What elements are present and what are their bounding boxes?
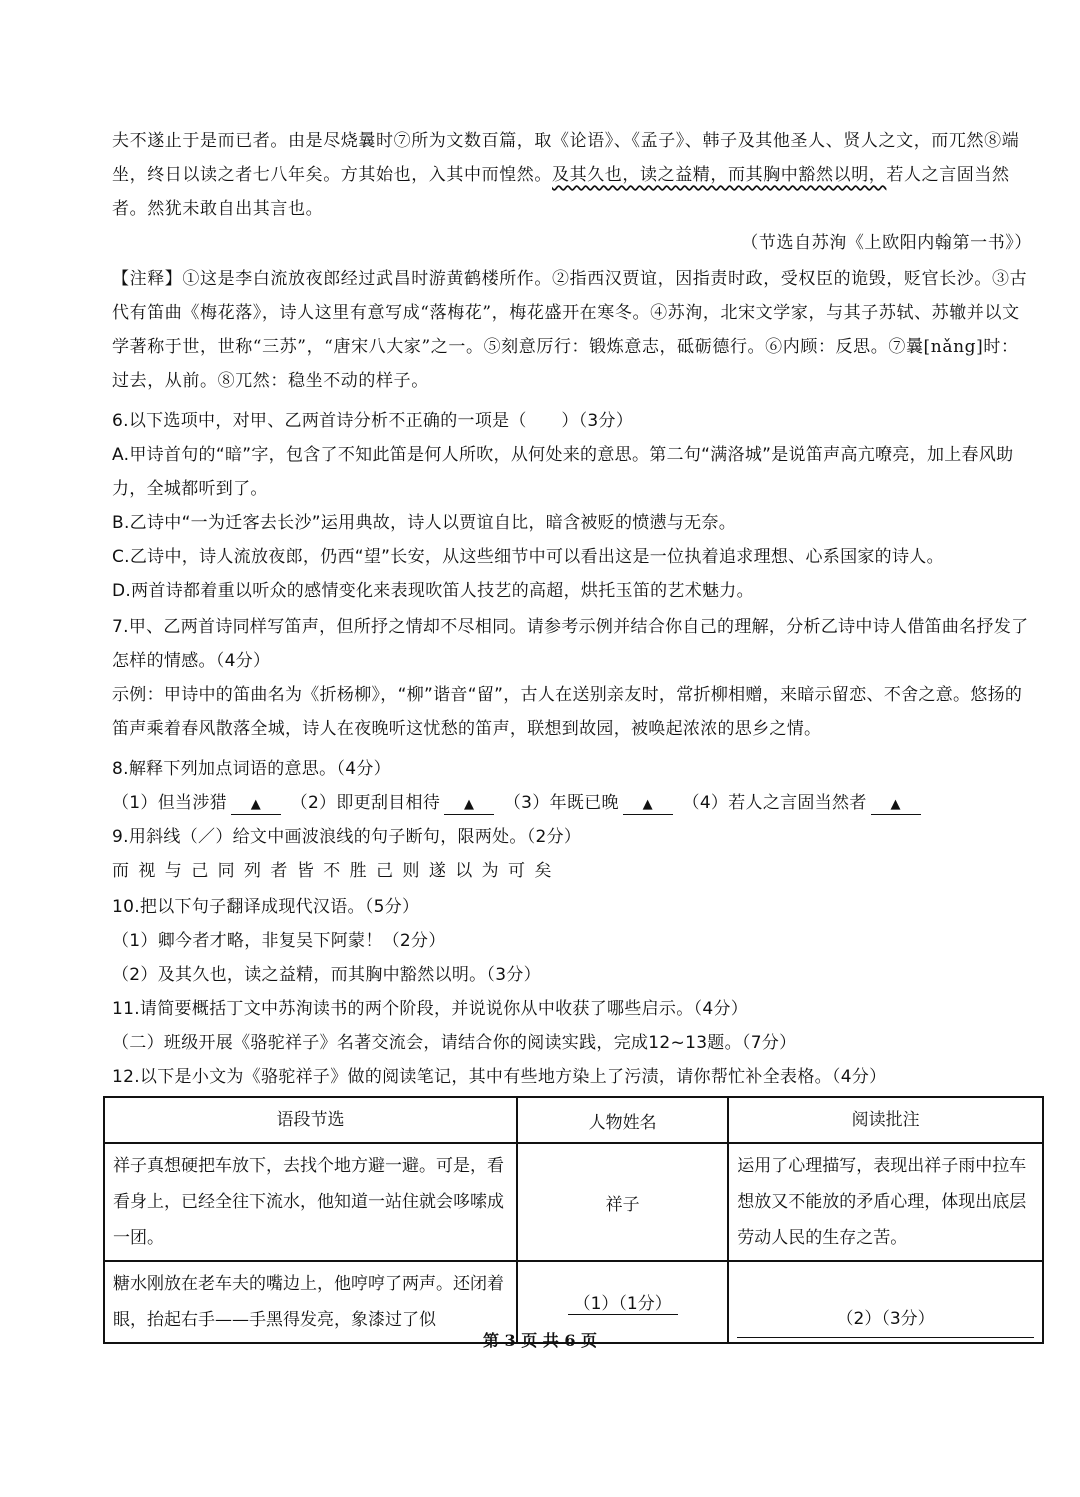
name-answer-blank[interactable]: （1）（1分）: [568, 1289, 678, 1315]
answer-blank-3[interactable]: ▲: [623, 796, 673, 815]
q8-item-1: （1）但当涉猎: [112, 793, 227, 813]
passage-text-2: 若人之言固当然者。然犹未敢自出其言也。: [112, 165, 1010, 219]
option-a: A.甲诗首句的“暗”字，包含了不知此笛是何人所吹，从何处来的意思。第二句“满洛城”是说笛声高亢嘹亮，加上春风助力，全城都听到了。: [112, 445, 1014, 499]
q8-item-2: （2）即更刮目相待: [290, 793, 441, 813]
question-9: [112, 820, 1037, 888]
header-excerpt: 语段节选: [104, 1097, 517, 1143]
reading-notes-table: [103, 1096, 1044, 1344]
option-d: D.两首诗都着重以听众的感情变化来表现吹笛人技艺的高超，烘托玉笛的艺术魅力。: [112, 581, 754, 601]
classical-passage: [112, 124, 1032, 226]
option-b: B.乙诗中“一为迁客去长沙”运用典故，诗人以贾谊自比，暗含被贬的愤懑与无奈。: [112, 513, 737, 533]
table-row: [104, 1143, 1043, 1261]
question-12: 12.以下是小文为《骆驼祥子》做的阅读笔记，其中有些地方染上了污渍，请你帮忙补全表格。（4分）: [112, 1067, 887, 1087]
question-9-sentence: 而 视 与 己 同 列 者 皆 不 胜 己 则 遂 以 为 可 矣: [112, 861, 554, 881]
header-name: 人物姓名: [517, 1097, 728, 1143]
question-7-stem: 7.甲、乙两首诗同样写笛声，但所抒之情却不尽相同。请参考示例并结合你自己的理解，分析乙诗中诗人借笛曲名抒发了怎样的情感。（4分）: [112, 617, 1029, 671]
answer-blank-2[interactable]: ▲: [444, 796, 494, 815]
name-cell: 祥子: [517, 1143, 728, 1261]
question-6-stem: 6.以下选项中，对甲、乙两首诗分析不正确的一项是（ ）（3分）: [112, 411, 634, 431]
answer-blank-4[interactable]: ▲: [871, 796, 921, 815]
option-c: C.乙诗中，诗人流放夜郎，仍西“望”长安，从这些细节中可以看出这是一位执着追求理想、心系国家的诗人。: [112, 547, 944, 567]
q8-item-3: （3）年既已晚: [503, 793, 619, 813]
q8-item-4: （4）若人之言固当然者: [682, 793, 867, 813]
question-10-s2: （2）及其久也，读之益精，而其胸中豁然以明。（3分）: [112, 965, 541, 985]
question-8-items: [112, 786, 1037, 820]
question-11: 11.请简要概括丁文中苏洵读书的两个阶段，并说说你从中收获了哪些启示。（4分）: [112, 999, 749, 1019]
section-two-heading: （二）班级开展《骆驼祥子》名著交流会，请结合你的阅读实践，完成12~13题。（7分）: [112, 1033, 797, 1053]
header-note: 阅读批注: [728, 1097, 1043, 1143]
wavy-underlined-sentence: 及其久也，读之益精，而其胸中豁然以明，: [552, 165, 887, 185]
note-answer-blank[interactable]: （2）（3分）: [737, 1301, 1034, 1338]
table-header-row: [104, 1097, 1043, 1143]
note-cell: 运用了心理描写，表现出祥子雨中拉车想放又不能放的矛盾心理，体现出底层劳动人民的生存之苦。: [728, 1143, 1043, 1261]
question-10: [112, 890, 1037, 992]
page-footer: 第 3 页 共 6 页: [482, 1331, 598, 1350]
question-10-s1: （1）卿今者才略，非复吴下阿蒙！（2分）: [112, 931, 446, 951]
question-8-stem: 8.解释下列加点词语的意思。（4分）: [112, 759, 391, 779]
passage-text-1: 夫不遂止于是而已者。由是尽烧曩时⑦所为文数百篇，取《论语》、《孟子》、韩子及其他圣人、贤人之文，而兀然⑧端坐，终日以读之者七八年矣。方其始也，入其中而惶然。: [112, 131, 1020, 185]
question-8: [112, 752, 1037, 820]
answer-blank-1[interactable]: ▲: [231, 796, 281, 815]
question-9-stem: 9.用斜线（／）给文中画波浪线的句子断句，限两处。（2分）: [112, 827, 582, 847]
passage-source: （节选自苏洵《上欧阳内翰第一书》）: [741, 233, 1032, 253]
question-10-stem: 10.把以下句子翻译成现代汉语。（5分）: [112, 897, 420, 917]
question-6: [112, 404, 1037, 608]
question-7-example: 示例：甲诗中的笛曲名为《折杨柳》，“柳”谐音“留”，古人在送别亲友时，常折柳相赠，来暗示留恋、不舍之意。悠扬的笛声乘着春风散落全城，诗人在夜晚听这忧愁的笛声，联想到故园，被唤起浓浓的思乡之情。: [112, 685, 1023, 739]
excerpt-cell: 祥子真想硬把车放下，去找个地方避一避。可是，看看身上，已经全往下流水，他知道一站住就会哆嗦成一团。: [104, 1143, 517, 1261]
excerpt-cell: 糖水刚放在老车夫的嘴边上，他哼哼了两声。还闭着眼，抬起右手——手黑得发亮，象漆过了似: [104, 1261, 517, 1343]
annotations: 【注释】①这是李白流放夜郎经过武昌时游黄鹤楼所作。②指西汉贾谊，因指责时政，受权臣的诡毁，贬官长沙。③古代有笛曲《梅花落》，诗人这里有意写成“落梅花”，梅花盛开在寒冬。④苏洵，北宋文学家，与其子苏轼、苏辙并以文学著称于世，世称“三苏”，“唐宋八大家”之一。⑤刻意厉行：锻炼意志，砥砺德行。⑥内顾：反思。⑦曩[nǎng]时：过去，从前。⑧兀然：稳坐不动的样子。: [112, 269, 1028, 391]
question-7: [112, 610, 1037, 746]
